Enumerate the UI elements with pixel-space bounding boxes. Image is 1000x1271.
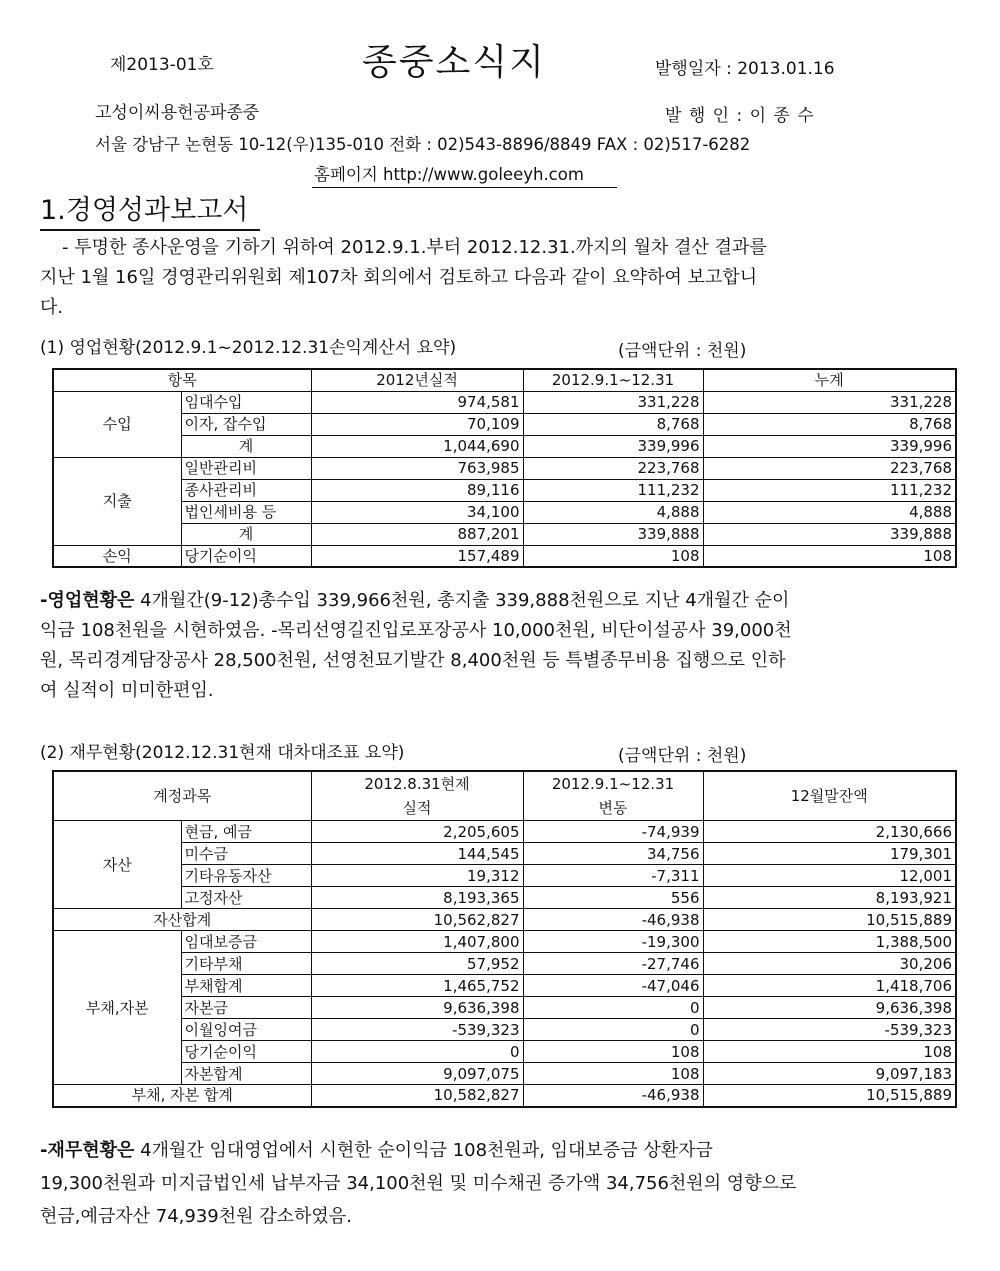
table-row [53,909,956,931]
cell-value: -46,938 [523,1085,703,1107]
cell-value: 111,232 [523,479,703,501]
note-lead: -재무현황은 [40,1140,135,1161]
cell-value: -539,323 [703,1019,956,1041]
cell-value: 108 [703,1041,956,1063]
row-label: 이월잉여금 [181,1019,311,1041]
cell-value: 12,001 [703,865,956,887]
table-row [53,821,956,843]
table-row [53,545,956,567]
note-text: 익금 108천원을 시현하였음. -목리선영길진입로포장공사 10,000천원, 비단이설공사 39,000천 [40,620,792,641]
note-text: 현금,예금자산 74,939천원 감소하였음. [40,1206,352,1227]
table-header-row [53,771,956,821]
table1-unit: (금액단위 : 천원) [618,341,747,361]
homepage-link[interactable]: 홈페이지 http://www.goleeyh.com [312,161,617,188]
issue-number: 제2013-01호 [110,55,214,75]
cell-value: -27,746 [523,953,703,975]
operating-summary-note [40,586,940,706]
row-label: 계 [181,523,311,545]
cell-value: 4,888 [523,501,703,523]
organization-name: 고성이씨용헌공파종중 [95,103,260,123]
cell-value: 111,232 [703,479,956,501]
row-label: 이자, 잡수입 [181,413,311,435]
group-label-liabilities-equity: 부채,자본 [53,931,181,1085]
table2-caption: (2) 재무현황(2012.12.31현재 대차대조표 요약) [40,743,405,763]
contact-address: 서울 강남구 논현동 10-12(우)135-010 전화 : 02)543-8896/8849 FAX : 02)517-6282 [95,135,751,154]
cell-value: 179,301 [703,843,956,865]
row-label: 고정자산 [181,887,311,909]
cell-value: 10,582,827 [311,1085,523,1107]
table-row [53,457,956,479]
section-heading: 1.경영성과보고서 [40,188,260,231]
cell-value: 0 [311,1041,523,1063]
cell-value: 9,636,398 [703,997,956,1019]
table-row [53,1085,956,1107]
column-header: 2012.9.1~12.31 [523,369,703,391]
table-row [53,1019,956,1041]
cell-value: 34,756 [523,843,703,865]
cell-value: 108 [523,545,703,567]
table2-unit: (금액단위 : 천원) [618,746,747,766]
cell-value: 9,636,398 [311,997,523,1019]
cell-value: 89,116 [311,479,523,501]
intro-line: - 투명한 종사운영을 기하기 위하여 2012.9.1.부터 2012.12.31.까지의 월차 결산 결과를 [62,237,767,258]
header-line: 실적 [402,799,432,817]
cell-value: 34,100 [311,501,523,523]
cell-value: 30,206 [703,953,956,975]
group-label-income: 수입 [53,391,181,457]
cell-value: 2,205,605 [311,821,523,843]
cell-value: -47,046 [523,975,703,997]
row-label: 당기순이익 [181,1041,311,1063]
intro-line: 다. [40,297,64,318]
cell-value: -19,300 [523,931,703,953]
cell-value: 9,097,075 [311,1063,523,1085]
column-header: 누계 [703,369,956,391]
cell-value: 10,562,827 [311,909,523,931]
table-row [53,501,956,523]
table-row [53,391,956,413]
column-header [523,771,703,821]
note-text: 원, 목리경계담장공사 28,500천원, 선영천묘기발간 8,400천원 등 특별종무비용 집행으로 인하 [40,650,786,671]
table-row [53,435,956,457]
table-row [53,953,956,975]
row-label: 법인세비용 등 [181,501,311,523]
cell-value: 763,985 [311,457,523,479]
cell-value: 108 [523,1041,703,1063]
cell-value: -74,939 [523,821,703,843]
note-text: 여 실적이 미미한편임. [40,680,214,701]
header-line: 변동 [598,799,628,817]
cell-value: 339,996 [703,435,956,457]
cell-value: 223,768 [703,457,956,479]
note-lead: -영업현황은 [40,590,135,611]
row-label: 계 [181,435,311,457]
cell-value: 57,952 [311,953,523,975]
row-label: 종사관리비 [181,479,311,501]
row-label: 일반관리비 [181,457,311,479]
cell-value: 8,768 [523,413,703,435]
header-line: 2012.9.1~12.31 [551,775,675,793]
row-label: 기타부채 [181,953,311,975]
cell-value: 1,044,690 [311,435,523,457]
publisher: 발 행 인 : 이 종 수 [665,106,815,126]
cell-value: 339,888 [523,523,703,545]
cell-value: 331,228 [523,391,703,413]
group-label-assets: 자산 [53,821,181,909]
table-row [53,975,956,997]
cell-value: 223,768 [523,457,703,479]
table-row [53,479,956,501]
intro-paragraph [40,233,940,323]
cell-value: 339,996 [523,435,703,457]
table-row [53,997,956,1019]
cell-value: 1,465,752 [311,975,523,997]
cell-value: 2,130,666 [703,821,956,843]
cell-value: 108 [703,545,956,567]
cell-value: 8,193,921 [703,887,956,909]
cell-value: 887,201 [311,523,523,545]
row-label: 자산합계 [53,909,311,931]
column-header [311,771,523,821]
table-row [53,1063,956,1085]
cell-value: 1,388,500 [703,931,956,953]
cell-value: 0 [523,1019,703,1041]
balance-sheet-table [52,770,957,1108]
cell-value: 1,418,706 [703,975,956,997]
row-label: 현금, 예금 [181,821,311,843]
newsletter-title: 종중소식지 [362,42,546,83]
table-header-row [53,369,956,391]
cell-value: 10,515,889 [703,1085,956,1107]
note-text: 4개월간(9-12)총수입 339,966천원, 총지출 339,888천원으로 지난 4개월간 순이 [134,590,790,611]
cell-value: 10,515,889 [703,909,956,931]
cell-value: 974,581 [311,391,523,413]
table-row [53,413,956,435]
cell-value: 8,768 [703,413,956,435]
row-label: 임대수입 [181,391,311,413]
cell-value: 556 [523,887,703,909]
table-row [53,523,956,545]
cell-value: -539,323 [311,1019,523,1041]
note-text: 4개월간 임대영업에서 시현한 순이익금 108천원과, 임대보증금 상환자금 [134,1140,713,1161]
row-label: 자본합계 [181,1063,311,1085]
cell-value: -46,938 [523,909,703,931]
cell-value: 339,888 [703,523,956,545]
row-label: 부채, 자본 합계 [53,1085,311,1107]
cell-value: 19,312 [311,865,523,887]
table-row [53,865,956,887]
cell-value: 108 [523,1063,703,1085]
row-label: 부채합계 [181,975,311,997]
financial-summary-note [40,1134,940,1233]
table-row [53,843,956,865]
cell-value: -7,311 [523,865,703,887]
header-line: 2012.8.31현제 [364,775,470,793]
column-header: 2012년실적 [311,369,523,391]
table-row [53,931,956,953]
cell-value: 0 [523,997,703,1019]
row-label: 자본금 [181,997,311,1019]
cell-value: 1,407,800 [311,931,523,953]
column-header: 계정과목 [53,771,311,821]
cell-value: 9,097,183 [703,1063,956,1085]
cell-value: 157,489 [311,545,523,567]
note-text: 19,300천원과 미지급법인세 납부자금 34,100천원 및 미수채권 증가액 34,756천원의 영향으로 [40,1173,797,1194]
row-label: 기타유동자산 [181,865,311,887]
column-header: 항목 [53,369,311,391]
row-label: 당기순이익 [181,545,311,567]
cell-value: 8,193,365 [311,887,523,909]
group-label-expense: 지출 [53,457,181,545]
intro-line: 지난 1월 16일 경영관리위원회 제107차 회의에서 검토하고 다음과 같이 요약하여 보고합니 [40,267,758,288]
cell-value: 70,109 [311,413,523,435]
row-label: 미수금 [181,843,311,865]
table1-caption: (1) 영업현황(2012.9.1~2012.12.31손익계산서 요약) [40,338,457,358]
table-row [53,887,956,909]
table-row [53,1041,956,1063]
group-label-pl: 손익 [53,545,181,567]
cell-value: 4,888 [703,501,956,523]
row-label: 임대보증금 [181,931,311,953]
publish-date: 발행일자 : 2013.01.16 [655,59,835,79]
column-header: 12월말잔액 [703,771,956,821]
cell-value: 144,545 [311,843,523,865]
cell-value: 331,228 [703,391,956,413]
income-statement-table [52,368,957,568]
